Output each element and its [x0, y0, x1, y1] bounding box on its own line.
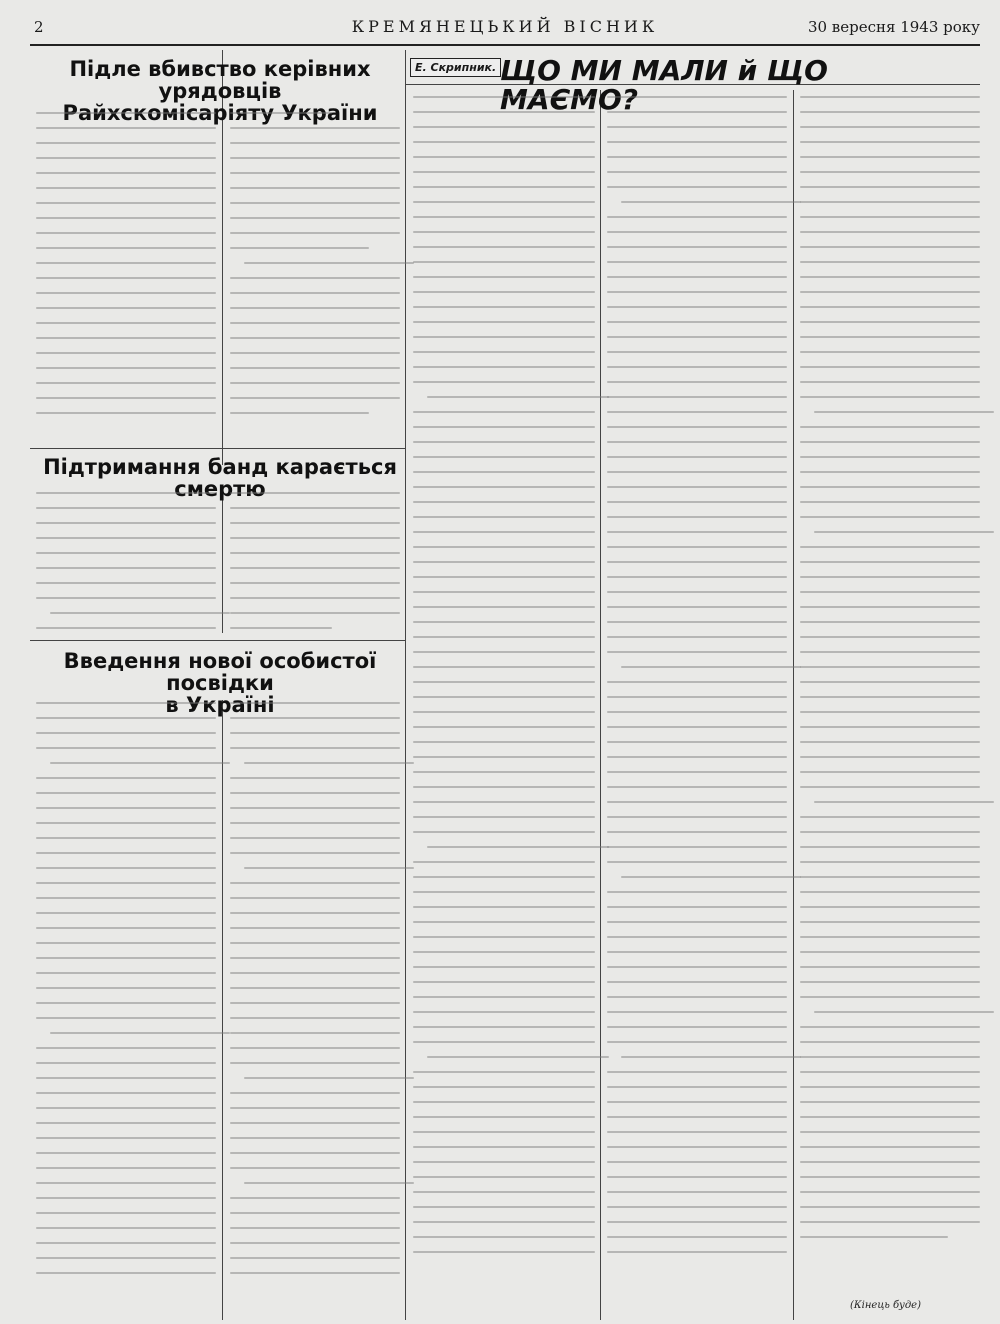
headline-murder: Підле вбивство керівних урядовців Райхскомісаріяту України	[62, 57, 378, 126]
section-divider	[30, 448, 405, 449]
article-body-feature-col2	[607, 96, 787, 1266]
article-body-feature-col3	[800, 96, 980, 1251]
article-body-feature-col1	[413, 96, 595, 1266]
article-body-murder-col1	[36, 112, 216, 427]
headline-bands: Підтримання банд карається смертю	[43, 455, 397, 502]
issue-date: 30 вересня 1943 року	[807, 18, 980, 36]
newspaper-title: КРЕМЯНЕЦЬКИЙ ВІСНИК	[351, 17, 659, 36]
column-rule	[405, 50, 406, 1320]
article-author: Е. Скрипник.	[410, 58, 501, 77]
article-body-bands-col2	[230, 492, 400, 642]
column-rule	[600, 90, 601, 1320]
masthead	[30, 14, 980, 46]
headline-id-card: Введення нової особистої посвідки в Україні	[63, 649, 377, 718]
article-body-murder-col2	[230, 112, 400, 427]
column-rule	[793, 90, 794, 1320]
column-rule	[222, 700, 223, 1320]
to-be-continued: (Кінець буде)	[850, 1300, 922, 1311]
article-body-id-card-col1	[36, 702, 216, 1287]
headline-feature: ЩО МИ МАЛИ й ЩО МАЄМО?	[500, 54, 828, 117]
article-body-id-card-col2	[230, 702, 400, 1287]
page-number: 2	[34, 18, 44, 36]
article-body-bands-col1	[36, 492, 216, 642]
